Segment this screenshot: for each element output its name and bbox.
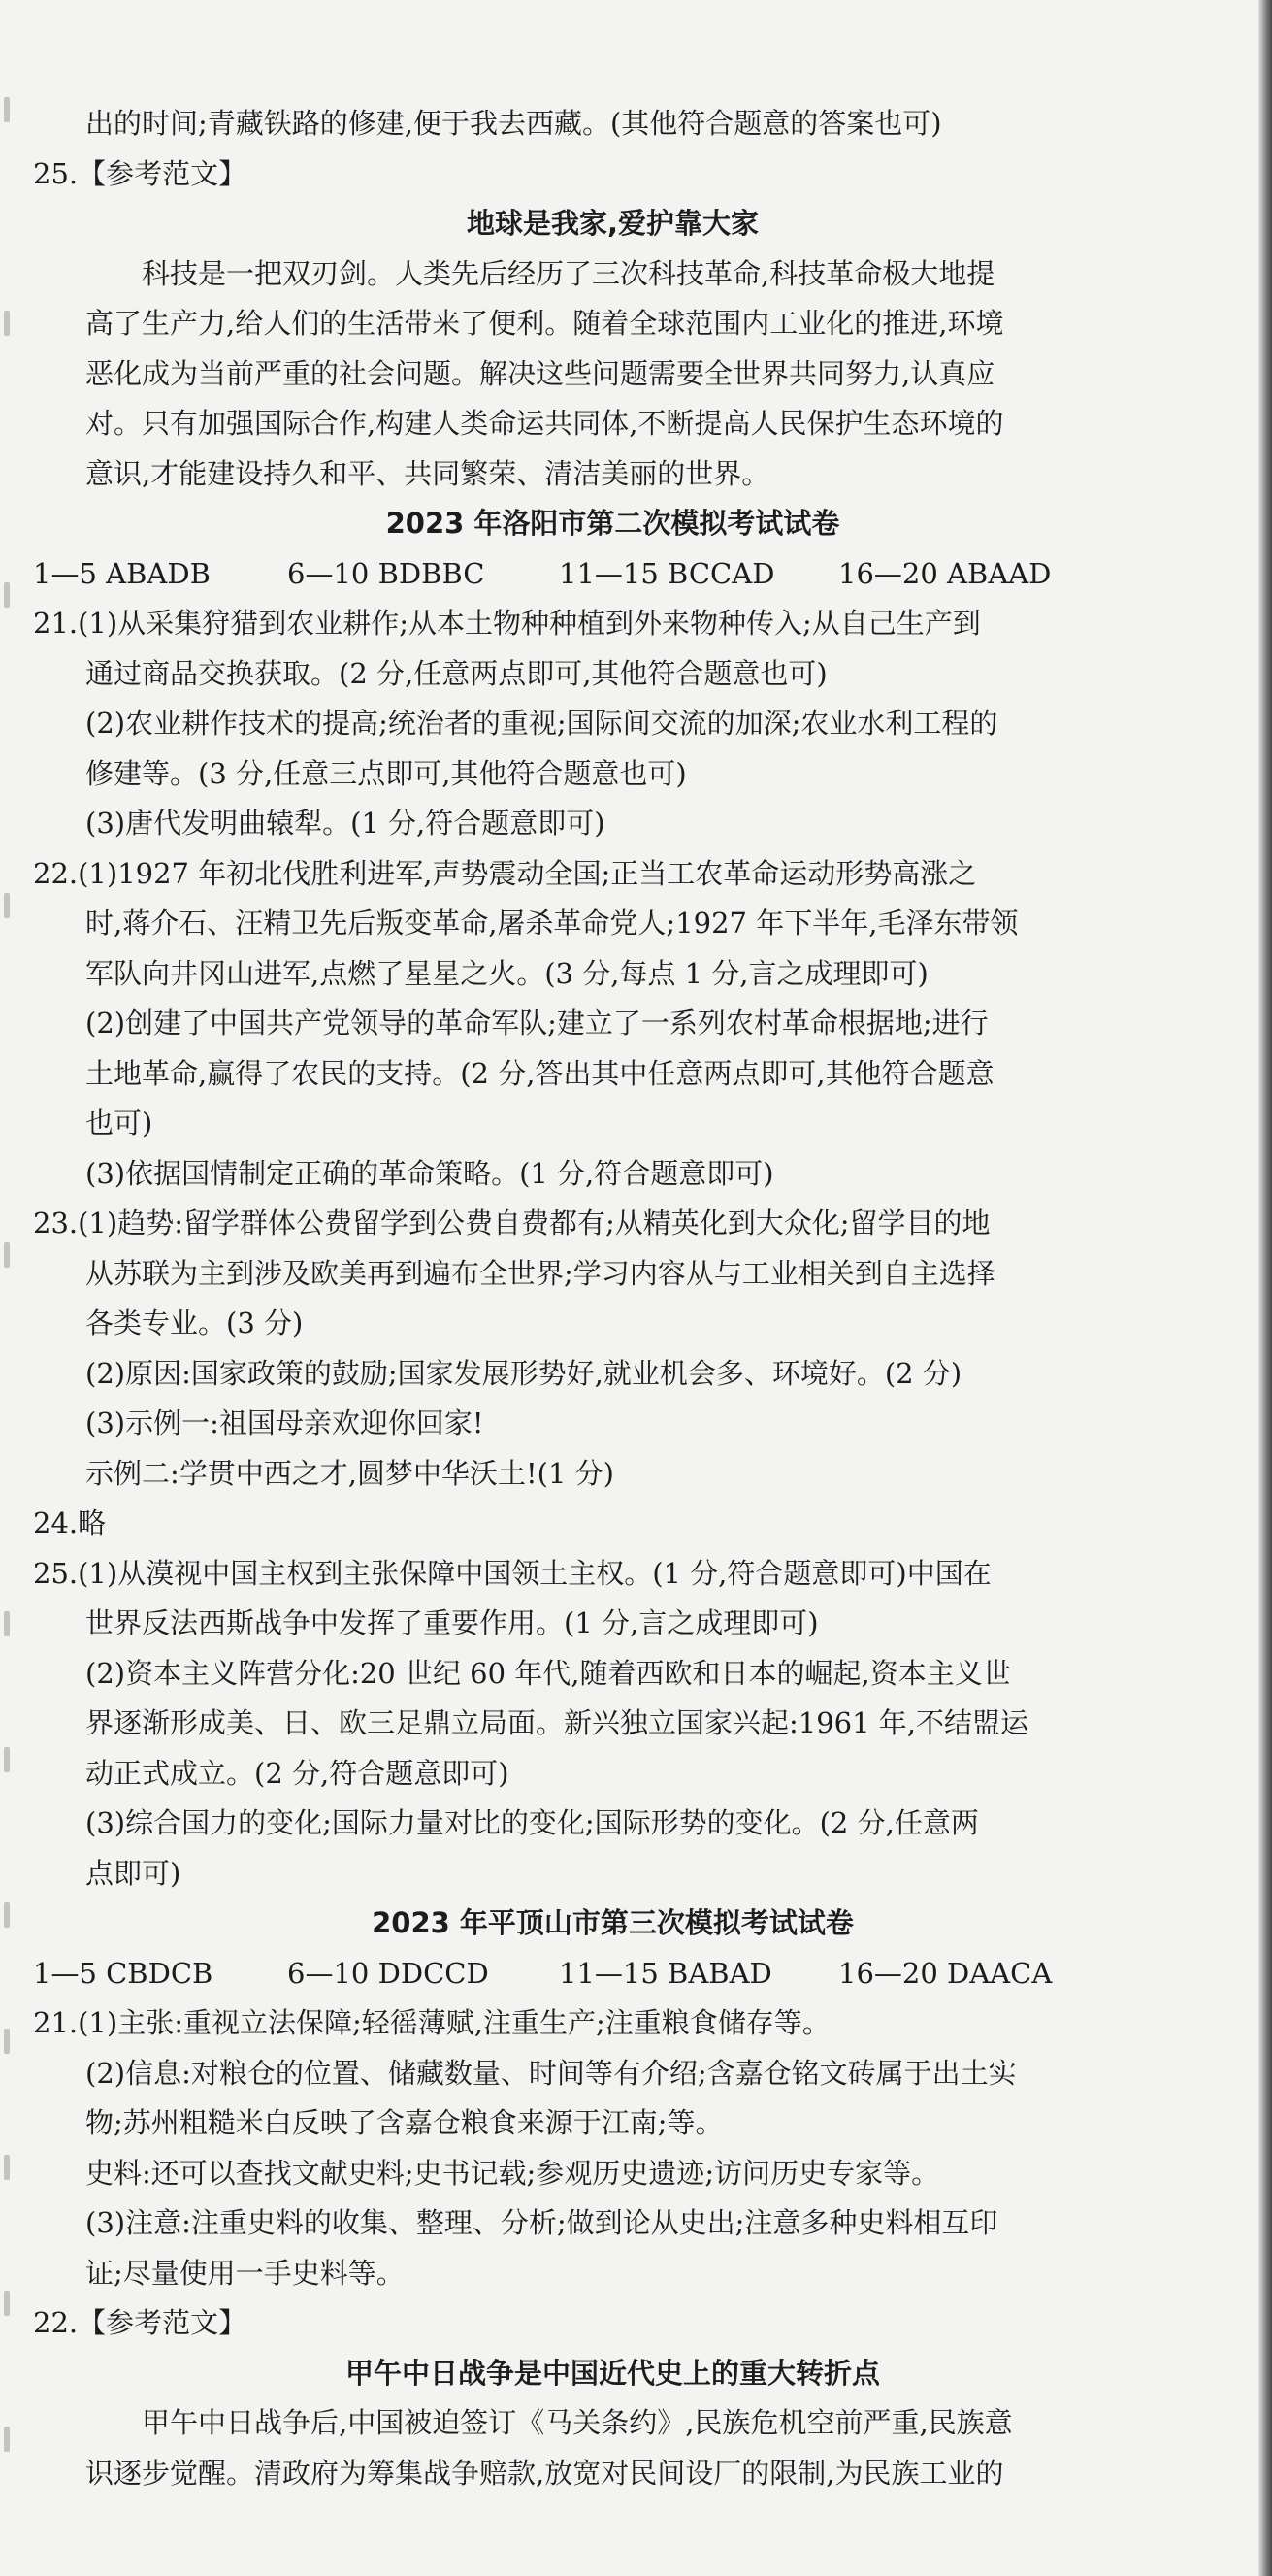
page-right-shadow — [1258, 0, 1272, 2576]
section-title-pingdingshan: 2023 年平顶山市第三次模拟考试试卷 — [372, 1906, 854, 1939]
question-heading: 22.【参考范文】 — [33, 2306, 247, 2339]
multiple-choice-answers — [33, 549, 1192, 600]
essay-title: 甲午中日战争是中国近代史上的重大转折点 — [344, 2356, 880, 2390]
essay-line: 意识,才能建设持久和平、共同繁荣、清洁美丽的世界。 — [85, 456, 770, 490]
essay-title: 地球是我家,爱护靠大家 — [466, 207, 760, 240]
answer-group: 16—20 ABAAD — [838, 556, 1052, 590]
section-title-luoyang: 2023 年洛阳市第二次模拟考试试卷 — [385, 507, 840, 540]
essay-line: 对。只有加强国际合作,构建人类命运共同体,不断提高人民保护生态环境的 — [85, 407, 1004, 440]
essay-line: 高了生产力,给人们的生活带来了便利。随着全球范围内工业化的推进,环境 — [85, 307, 1004, 340]
text-line: 史料:还可以查找文献史料;史书记载;参观历史遗迹;访问历史专家等。 — [85, 2156, 940, 2190]
answer-group: 6—10 DDCCD — [287, 1956, 489, 1990]
text-line: (3)示例一:祖国母亲欢迎你回家! — [85, 1406, 484, 1439]
essay-line: 科技是一把双刃剑。人类先后经历了三次科技革命,科技革命极大地提 — [142, 256, 995, 290]
answer-group: 1—5 ABADB — [33, 556, 211, 590]
answer-content — [33, 99, 1192, 2498]
text-line: 世界反法西斯战争中发挥了重要作用。(1 分,言之成理即可) — [85, 1606, 819, 1639]
text-line: 界逐渐形成美、日、欧三足鼎立局面。新兴独立国家兴起:1961 年,不结盟运 — [85, 1706, 1029, 1739]
text-line: (2)信息:对粮仓的位置、储藏数量、时间等有介绍;含嘉仓铭文砖属于出土实 — [85, 2056, 1017, 2090]
question-heading: 25.【参考范文】 — [33, 156, 247, 190]
text-line: (2)农业耕作技术的提高;统治者的重视;国际间交流的加深;农业水利工程的 — [85, 707, 998, 740]
essay-line: 甲午中日战争后,中国被迫签订《马关条约》,民族危机空前严重,民族意 — [142, 2406, 1013, 2439]
answer-group: 6—10 BDBBC — [287, 556, 485, 590]
text-line: 从苏联为主到涉及欧美再到遍布全世界;学习内容从与工业相关到自主选择 — [85, 1256, 995, 1290]
text-line: 23.(1)趋势:留学群体公费留学到公费自费都有;从精英化到大众化;留学目的地 — [33, 1206, 991, 1239]
text-line: 25.(1)从漠视中国主权到主张保障中国领土主权。(1 分,符合题意即可)中国在 — [33, 1556, 992, 1590]
answer-group: 11—15 BCCAD — [559, 556, 775, 590]
text-line: 土地革命,赢得了农民的支持。(2 分,答出其中任意两点即可,其他符合题意 — [85, 1056, 995, 1090]
text-line: (3)唐代发明曲辕犁。(1 分,符合题意即可) — [85, 807, 605, 840]
text-line: 各类专业。(3 分) — [85, 1306, 304, 1339]
text-line: (2)资本主义阵营分化:20 世纪 60 年代,随着西欧和日本的崛起,资本主义世 — [85, 1656, 1011, 1690]
text-line: (3)依据国情制定正确的革命策略。(1 分,符合题意即可) — [85, 1156, 774, 1190]
text-line: 21.(1)主张:重视立法保障;轻徭薄赋,注重生产;注重粮食储存等。 — [33, 2006, 831, 2039]
text-line: 物;苏州粗糙米白反映了含嘉仓粮食来源于江南;等。 — [85, 2106, 724, 2139]
answer-group: 16—20 DAACA — [838, 1956, 1053, 1990]
text-line: 示例二:学贯中西之才,圆梦中华沃土!(1 分) — [85, 1456, 614, 1490]
essay-line: 恶化成为当前严重的社会问题。解决这些问题需要全世界共同努力,认真应 — [85, 356, 995, 390]
text-line: 21.(1)从采集狩猎到农业耕作;从本土物种种植到外来物种传入;从自己生产到 — [33, 607, 981, 640]
text-line: 修建等。(3 分,任意三点即可,其他符合题意也可) — [85, 756, 687, 790]
text-line: (3)注意:注重史料的收集、整理、分析;做到论从史出;注意多种史料相互印 — [85, 2206, 998, 2239]
binding-edge-marks — [0, 97, 21, 2524]
text-line: (3)综合国力的变化;国际力量对比的变化;国际形势的变化。(2 分,任意两 — [85, 1806, 979, 1839]
text-line: (2)原因:国家政策的鼓励;国家发展形势好,就业机会多、环境好。(2 分) — [85, 1356, 962, 1390]
text-line: 证;尽量使用一手史料等。 — [85, 2256, 405, 2290]
text-line: 动正式成立。(2 分,符合题意即可) — [85, 1756, 509, 1790]
multiple-choice-answers — [33, 1949, 1192, 1999]
text-line: 时,蒋介石、汪精卫先后叛变革命,屠杀革命党人;1927 年下半年,毛泽东带领 — [85, 907, 1019, 940]
text-line: 也可) — [85, 1106, 153, 1139]
text-line: 军队向井冈山进军,点燃了星星之火。(3 分,每点 1 分,言之成理即可) — [85, 956, 929, 990]
text-line: 通过商品交换获取。(2 分,任意两点即可,其他符合题意也可) — [85, 656, 828, 690]
text-line: (2)创建了中国共产党领导的革命军队;建立了一系列农村革命根据地;进行 — [85, 1007, 989, 1040]
text-line: 点即可) — [85, 1856, 181, 1890]
essay-line: 识逐步觉醒。清政府为筹集战争赔款,放宽对民间设厂的限制,为民族工业的 — [85, 2456, 1004, 2490]
answer-group: 1—5 CBDCB — [33, 1956, 213, 1990]
text-line: 22.(1)1927 年初北伐胜利进军,声势震动全国;正当工农革命运动形势高涨之 — [33, 856, 977, 890]
text-line: 出的时间;青藏铁路的修建,便于我去西藏。(其他符合题意的答案也可) — [85, 107, 942, 140]
answer-group: 11—15 BABAD — [559, 1956, 772, 1990]
text-line: 24.略 — [33, 1506, 107, 1539]
